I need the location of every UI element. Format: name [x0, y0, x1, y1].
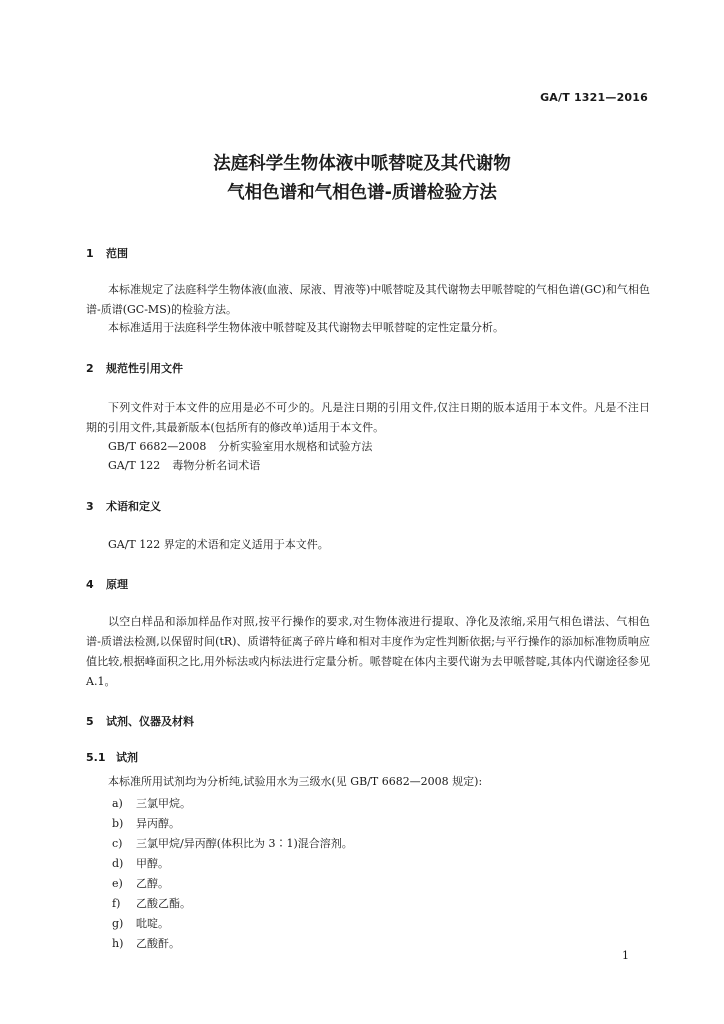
section-number: 1 [86, 247, 94, 260]
section-number: 2 [86, 362, 94, 375]
reagent-list-item [112, 794, 191, 814]
list-text: 乙酸酐。 [136, 937, 180, 950]
list-text: 异丙醇。 [136, 817, 180, 830]
subsection-heading-reagents [86, 751, 138, 765]
section-title: 范围 [106, 247, 128, 260]
section-number: 4 [86, 578, 94, 591]
reference-entry [108, 456, 260, 476]
references-paragraph: 下列文件对于本文件的应用是必不可少的。凡是注日期的引用文件,仅注日期的版本适用于本文件。凡是不注日期的引用文件,其最新版本(包括所有的修改单)适用于本文件。 [86, 401, 650, 434]
list-text: 吡啶。 [136, 917, 169, 930]
section-number: 5 [86, 715, 94, 728]
reagent-list-item [112, 874, 169, 894]
list-text: 三氯甲烷/异丙醇(体积比为 3∶1)混合溶剂。 [136, 837, 353, 850]
section-heading-terms-definitions [86, 500, 161, 514]
list-label: b) [112, 817, 124, 830]
section-heading-normative-references [86, 362, 183, 376]
terms-paragraph: GA/T 122 界定的术语和定义适用于本文件。 [108, 538, 329, 551]
list-label: d) [112, 857, 124, 870]
section-heading-scope [86, 247, 128, 261]
document-title-line-2: 气相色谱和气相色谱-质谱检验方法 [227, 183, 497, 203]
list-label: g) [112, 917, 124, 930]
reagents-paragraph: 本标准所用试剂均为分析纯,试验用水为三级水(见 GB/T 6682—2008 规定): [108, 775, 483, 788]
list-label: c) [112, 837, 123, 850]
list-text: 甲醇。 [136, 857, 169, 870]
reference-entry [108, 437, 372, 457]
section-title: 试剂、仪器及材料 [106, 715, 194, 728]
reference-code: GA/T 122 [108, 459, 161, 472]
list-label: e) [112, 877, 123, 890]
section-title: 原理 [106, 578, 128, 591]
page-number: 1 [622, 949, 629, 962]
subsection-number: 5.1 [86, 751, 106, 764]
list-label: a) [112, 797, 123, 810]
reagent-list-item [112, 854, 169, 874]
scope-paragraph-2: 本标准适用于法庭科学生物体液中哌替啶及其代谢物去甲哌替啶的定性定量分析。 [108, 321, 504, 334]
principle-paragraph: 以空白样品和添加样品作对照,按平行操作的要求,对生物体液进行提取、净化及浓缩,采用气相色谱法、气相色谱-质谱法检测,以保留时间(tR)、质谱特征离子碎片峰和相对丰度作为定性判断依据;与平行操作的添加标准物质响应值比较,根据峰面积之比,用外标法或内标法进行定量分析。哌替啶在体内主要代谢为去甲哌替啶,其体内代谢途径参见 A.1。 [86, 615, 650, 688]
section-number: 3 [86, 500, 94, 513]
reagent-list-item [112, 814, 180, 834]
section-heading-principle [86, 578, 128, 592]
standard-number: GA/T 1321—2016 [540, 91, 648, 104]
reference-title: 毒物分析名词术语 [172, 459, 261, 472]
document-title [0, 150, 724, 208]
section-title: 术语和定义 [106, 500, 161, 513]
reagent-list-item [112, 934, 180, 954]
list-text: 三氯甲烷。 [136, 797, 191, 810]
section-heading-reagents-instruments [86, 715, 194, 729]
section-title: 规范性引用文件 [106, 362, 183, 375]
reagent-list-item [112, 834, 353, 854]
scope-paragraph-1: 本标准规定了法庭科学生物体液(血液、尿液、胃液等)中哌替啶及其代谢物去甲哌替啶的气相色谱(GC)和气相色谱-质谱(GC-MS)的检验方法。 [86, 283, 650, 316]
list-label: h) [112, 937, 124, 950]
reagent-list-item [112, 894, 191, 914]
reference-title: 分析实验室用水规格和试验方法 [218, 440, 373, 453]
reagent-list-item [112, 914, 169, 934]
document-title-line-1: 法庭科学生物体液中哌替啶及其代谢物 [213, 154, 511, 174]
subsection-title: 试剂 [116, 751, 138, 764]
list-text: 乙酸乙酯。 [136, 897, 191, 910]
reference-code: GB/T 6682—2008 [108, 440, 207, 453]
list-label: f) [112, 897, 121, 910]
list-text: 乙醇。 [136, 877, 169, 890]
